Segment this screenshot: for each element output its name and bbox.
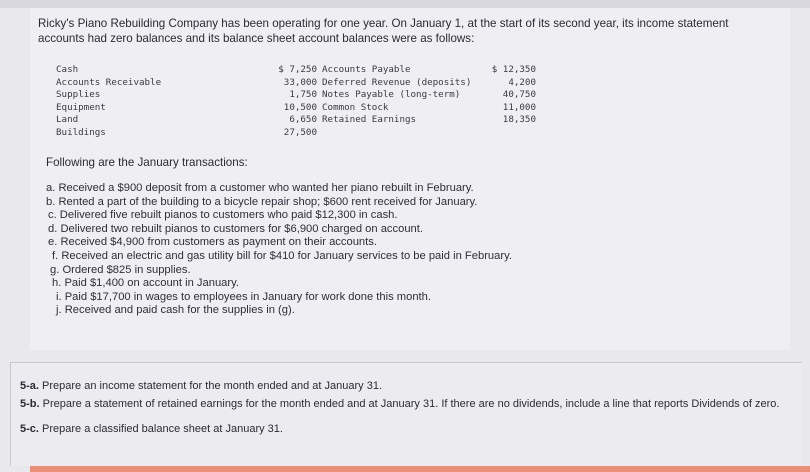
balance-left-label: Land (56, 114, 79, 126)
balance-row (52, 64, 552, 77)
transactions-list (46, 182, 766, 318)
balance-left-amount: 6,650 (289, 114, 317, 126)
transaction-item: c. Delivered five rebuilt pianos to customers who paid $12,300 in cash. (48, 209, 398, 222)
balance-right-label: Notes Payable (long-term) (322, 89, 461, 101)
transaction-item: g. Ordered $825 in supplies. (50, 263, 191, 276)
transaction-item: a. Received a $900 deposit from a customer who wanted her piano rebuilt in February. (46, 182, 474, 194)
balance-right-amount: 11,000 (502, 101, 536, 113)
problem-intro: Ricky's Piano Rebuilding Company has been operating for one year. On January 1, at the start of its second year, its income statement accounts had zero balances and its balance sheet account balances were as follows: (38, 17, 729, 45)
balance-right-amount: $ 12,350 (491, 64, 536, 75)
balance-left-label: Accounts Receivable (56, 76, 162, 88)
balance-left-label: Equipment (56, 101, 106, 113)
transaction-item: h. Paid $1,400 on account in January. (52, 277, 240, 290)
requirement-text: Prepare an income statement for the month ended and at January 31. (38, 380, 383, 392)
balance-left-amount: $ 7,250 (278, 64, 317, 75)
transactions-heading: Following are the January transactions: (46, 156, 248, 169)
requirement-5a (20, 380, 790, 393)
requirement-label: 5-a. (20, 380, 39, 392)
transaction-item: f. Received an electric and gas utility bill for $410 for January services to be paid in February. (52, 249, 512, 262)
requirement-text: Prepare a statement of retained earnings for the month ended and at January 31. If there are no dividends, include a line that reports Dividends of zero. (39, 398, 780, 410)
balance-left-label: Cash (56, 64, 79, 75)
balance-right-label: Deferred Revenue (deposits) (322, 76, 472, 88)
transaction-item: b. Rented a part of the building to a bicycle repair shop; $600 rent received for January. (46, 195, 478, 208)
requirement-label: 5-b. (20, 398, 40, 410)
balance-left-amount: 33,000 (283, 76, 317, 88)
balance-right-amount: 40,750 (502, 89, 536, 101)
requirement-5b (20, 398, 790, 411)
balance-row (52, 127, 552, 140)
transaction-item: d. Delivered two rebuilt pianos to customers for $6,900 charged on account. (48, 222, 423, 235)
transaction-item: i. Paid $17,700 in wages to employees in January for work done this month. (56, 290, 431, 303)
bottom-accent-bar (30, 466, 810, 472)
requirements-panel (10, 362, 802, 466)
balance-right-amount: 4,200 (508, 76, 536, 88)
transaction-item: j. Received and paid cash for the supplies in (g). (56, 304, 295, 317)
balance-left-label: Supplies (56, 89, 101, 101)
balance-row (52, 114, 552, 127)
balance-left-amount: 10,500 (283, 101, 317, 113)
transaction-item: e. Received $4,900 from customers as payment on their accounts. (48, 236, 377, 249)
requirement-5c (20, 423, 790, 436)
balance-right-label: Retained Earnings (322, 114, 417, 126)
account-balances-table (52, 64, 552, 140)
balance-row (52, 77, 552, 90)
top-strip (0, 0, 810, 8)
balance-row (52, 89, 552, 102)
balance-row (52, 102, 552, 115)
balance-right-amount: 18,350 (502, 114, 536, 126)
balance-left-label: Buildings (56, 126, 106, 138)
requirement-label: 5-c. (20, 423, 39, 435)
balance-right-label: Accounts Payable (322, 64, 411, 75)
balance-left-amount: 1,750 (289, 89, 317, 101)
requirement-text: Prepare a classified balance sheet at January 31. (38, 423, 283, 435)
balance-right-label: Common Stock (322, 101, 389, 113)
balance-left-amount: 27,500 (283, 126, 317, 138)
